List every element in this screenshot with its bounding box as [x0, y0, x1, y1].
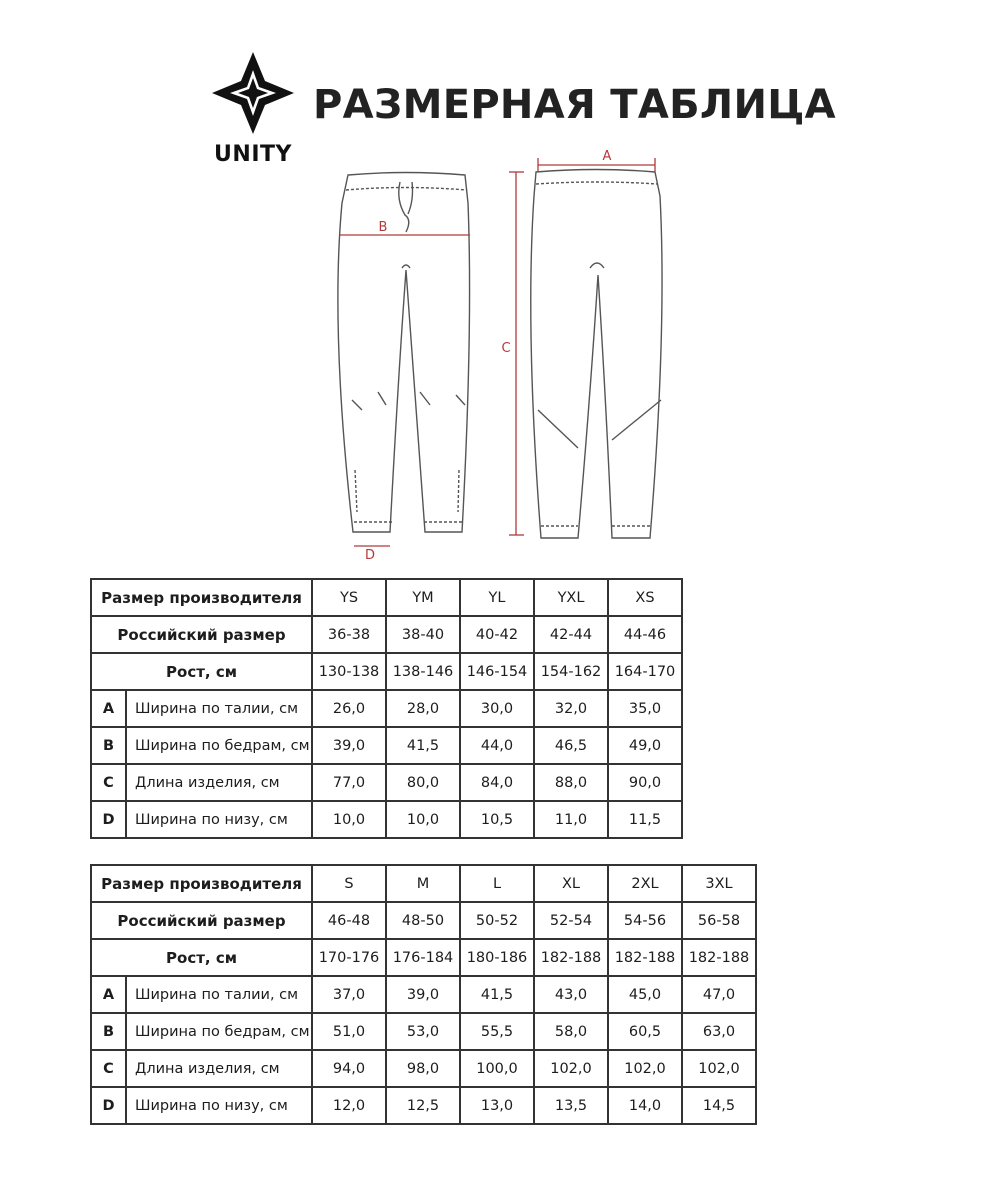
value-cell: 10,5 — [460, 801, 534, 838]
table-row — [91, 727, 682, 764]
label-c: C — [501, 341, 511, 356]
value-cell: 37,0 — [312, 976, 386, 1013]
value-cell: 94,0 — [312, 1050, 386, 1087]
size-table-youth — [90, 578, 683, 839]
header-cell: Размер производителя — [91, 579, 312, 616]
size-cell: M — [386, 865, 460, 902]
value-cell: 38-40 — [386, 616, 460, 653]
value-cell: 102,0 — [534, 1050, 608, 1087]
value-cell: 60,5 — [608, 1013, 682, 1050]
value-cell: 90,0 — [608, 764, 682, 801]
table-row — [91, 1013, 756, 1050]
value-cell: 12,0 — [312, 1087, 386, 1124]
value-cell: 41,5 — [460, 976, 534, 1013]
value-cell: 41,5 — [386, 727, 460, 764]
measure-letter: B — [91, 727, 126, 764]
value-cell: 50-52 — [460, 902, 534, 939]
label-a: A — [602, 149, 612, 164]
value-cell: 164-170 — [608, 653, 682, 690]
value-cell: 39,0 — [386, 976, 460, 1013]
value-cell: 180-186 — [460, 939, 534, 976]
measure-letter: D — [91, 801, 126, 838]
value-cell: 84,0 — [460, 764, 534, 801]
measure-label: Ширина по бедрам, см — [126, 1013, 312, 1050]
table-row — [91, 1087, 756, 1124]
value-cell: 53,0 — [386, 1013, 460, 1050]
measure-label: Ширина по бедрам, см — [126, 727, 312, 764]
value-cell: 88,0 — [534, 764, 608, 801]
value-cell: 11,5 — [608, 801, 682, 838]
measure-label: Длина изделия, см — [126, 764, 312, 801]
measure-label: Ширина по талии, см — [126, 690, 312, 727]
table-row — [91, 616, 682, 653]
measure-label: Длина изделия, см — [126, 1050, 312, 1087]
value-cell: 11,0 — [534, 801, 608, 838]
value-cell: 42-44 — [534, 616, 608, 653]
table-row — [91, 690, 682, 727]
value-cell: 182-188 — [682, 939, 756, 976]
value-cell: 48-50 — [386, 902, 460, 939]
value-cell: 77,0 — [312, 764, 386, 801]
size-table-adult — [90, 864, 757, 1125]
value-cell: 36-38 — [312, 616, 386, 653]
value-cell: 130-138 — [312, 653, 386, 690]
value-cell: 49,0 — [608, 727, 682, 764]
table-row — [91, 939, 756, 976]
measure-letter: C — [91, 764, 126, 801]
value-cell: 182-188 — [608, 939, 682, 976]
value-cell: 55,5 — [460, 1013, 534, 1050]
value-cell: 43,0 — [534, 976, 608, 1013]
size-cell: YM — [386, 579, 460, 616]
value-cell: 26,0 — [312, 690, 386, 727]
size-cell: YS — [312, 579, 386, 616]
value-cell: 14,0 — [608, 1087, 682, 1124]
table-row — [91, 902, 756, 939]
table-row — [91, 865, 756, 902]
label-b: B — [378, 220, 388, 235]
value-cell: 13,0 — [460, 1087, 534, 1124]
value-cell: 80,0 — [386, 764, 460, 801]
value-cell: 58,0 — [534, 1013, 608, 1050]
value-cell: 100,0 — [460, 1050, 534, 1087]
measure-label: Ширина по низу, см — [126, 1087, 312, 1124]
value-cell: 44,0 — [460, 727, 534, 764]
value-cell: 47,0 — [682, 976, 756, 1013]
value-cell: 98,0 — [386, 1050, 460, 1087]
table-row — [91, 976, 756, 1013]
header-cell: Российский размер — [91, 902, 312, 939]
value-cell: 10,0 — [386, 801, 460, 838]
size-cell: 3XL — [682, 865, 756, 902]
value-cell: 46,5 — [534, 727, 608, 764]
value-cell: 32,0 — [534, 690, 608, 727]
value-cell: 138-146 — [386, 653, 460, 690]
table-row — [91, 1050, 756, 1087]
size-cell: 2XL — [608, 865, 682, 902]
value-cell: 14,5 — [682, 1087, 756, 1124]
page-title: РАЗМЕРНАЯ ТАБЛИЦА — [313, 82, 836, 128]
header-cell: Рост, см — [91, 653, 312, 690]
value-cell: 154-162 — [534, 653, 608, 690]
value-cell: 44-46 — [608, 616, 682, 653]
table-row — [91, 579, 682, 616]
table-row — [91, 653, 682, 690]
header-cell: Размер производителя — [91, 865, 312, 902]
value-cell: 10,0 — [312, 801, 386, 838]
brand-name: UNITY — [214, 142, 292, 167]
value-cell: 146-154 — [460, 653, 534, 690]
value-cell: 56-58 — [682, 902, 756, 939]
value-cell: 28,0 — [386, 690, 460, 727]
table-row — [91, 764, 682, 801]
measure-letter: A — [91, 690, 126, 727]
header-cell: Российский размер — [91, 616, 312, 653]
value-cell: 102,0 — [608, 1050, 682, 1087]
value-cell: 102,0 — [682, 1050, 756, 1087]
size-cell: XS — [608, 579, 682, 616]
measure-letter: C — [91, 1050, 126, 1087]
value-cell: 35,0 — [608, 690, 682, 727]
table-row — [91, 801, 682, 838]
value-cell: 51,0 — [312, 1013, 386, 1050]
measure-letter: D — [91, 1087, 126, 1124]
value-cell: 182-188 — [534, 939, 608, 976]
value-cell: 170-176 — [312, 939, 386, 976]
value-cell: 52-54 — [534, 902, 608, 939]
pants-diagram — [320, 145, 680, 565]
header-cell: Рост, см — [91, 939, 312, 976]
measure-label: Ширина по талии, см — [126, 976, 312, 1013]
value-cell: 12,5 — [386, 1087, 460, 1124]
value-cell: 176-184 — [386, 939, 460, 976]
size-cell: S — [312, 865, 386, 902]
value-cell: 30,0 — [460, 690, 534, 727]
value-cell: 54-56 — [608, 902, 682, 939]
size-cell: YXL — [534, 579, 608, 616]
label-d: D — [364, 548, 376, 563]
value-cell: 39,0 — [312, 727, 386, 764]
size-cell: L — [460, 865, 534, 902]
measure-label: Ширина по низу, см — [126, 801, 312, 838]
value-cell: 46-48 — [312, 902, 386, 939]
size-cell: YL — [460, 579, 534, 616]
value-cell: 63,0 — [682, 1013, 756, 1050]
value-cell: 45,0 — [608, 976, 682, 1013]
measure-letter: B — [91, 1013, 126, 1050]
value-cell: 40-42 — [460, 616, 534, 653]
unity-logo-icon — [210, 50, 296, 136]
size-cell: XL — [534, 865, 608, 902]
value-cell: 13,5 — [534, 1087, 608, 1124]
measure-letter: A — [91, 976, 126, 1013]
